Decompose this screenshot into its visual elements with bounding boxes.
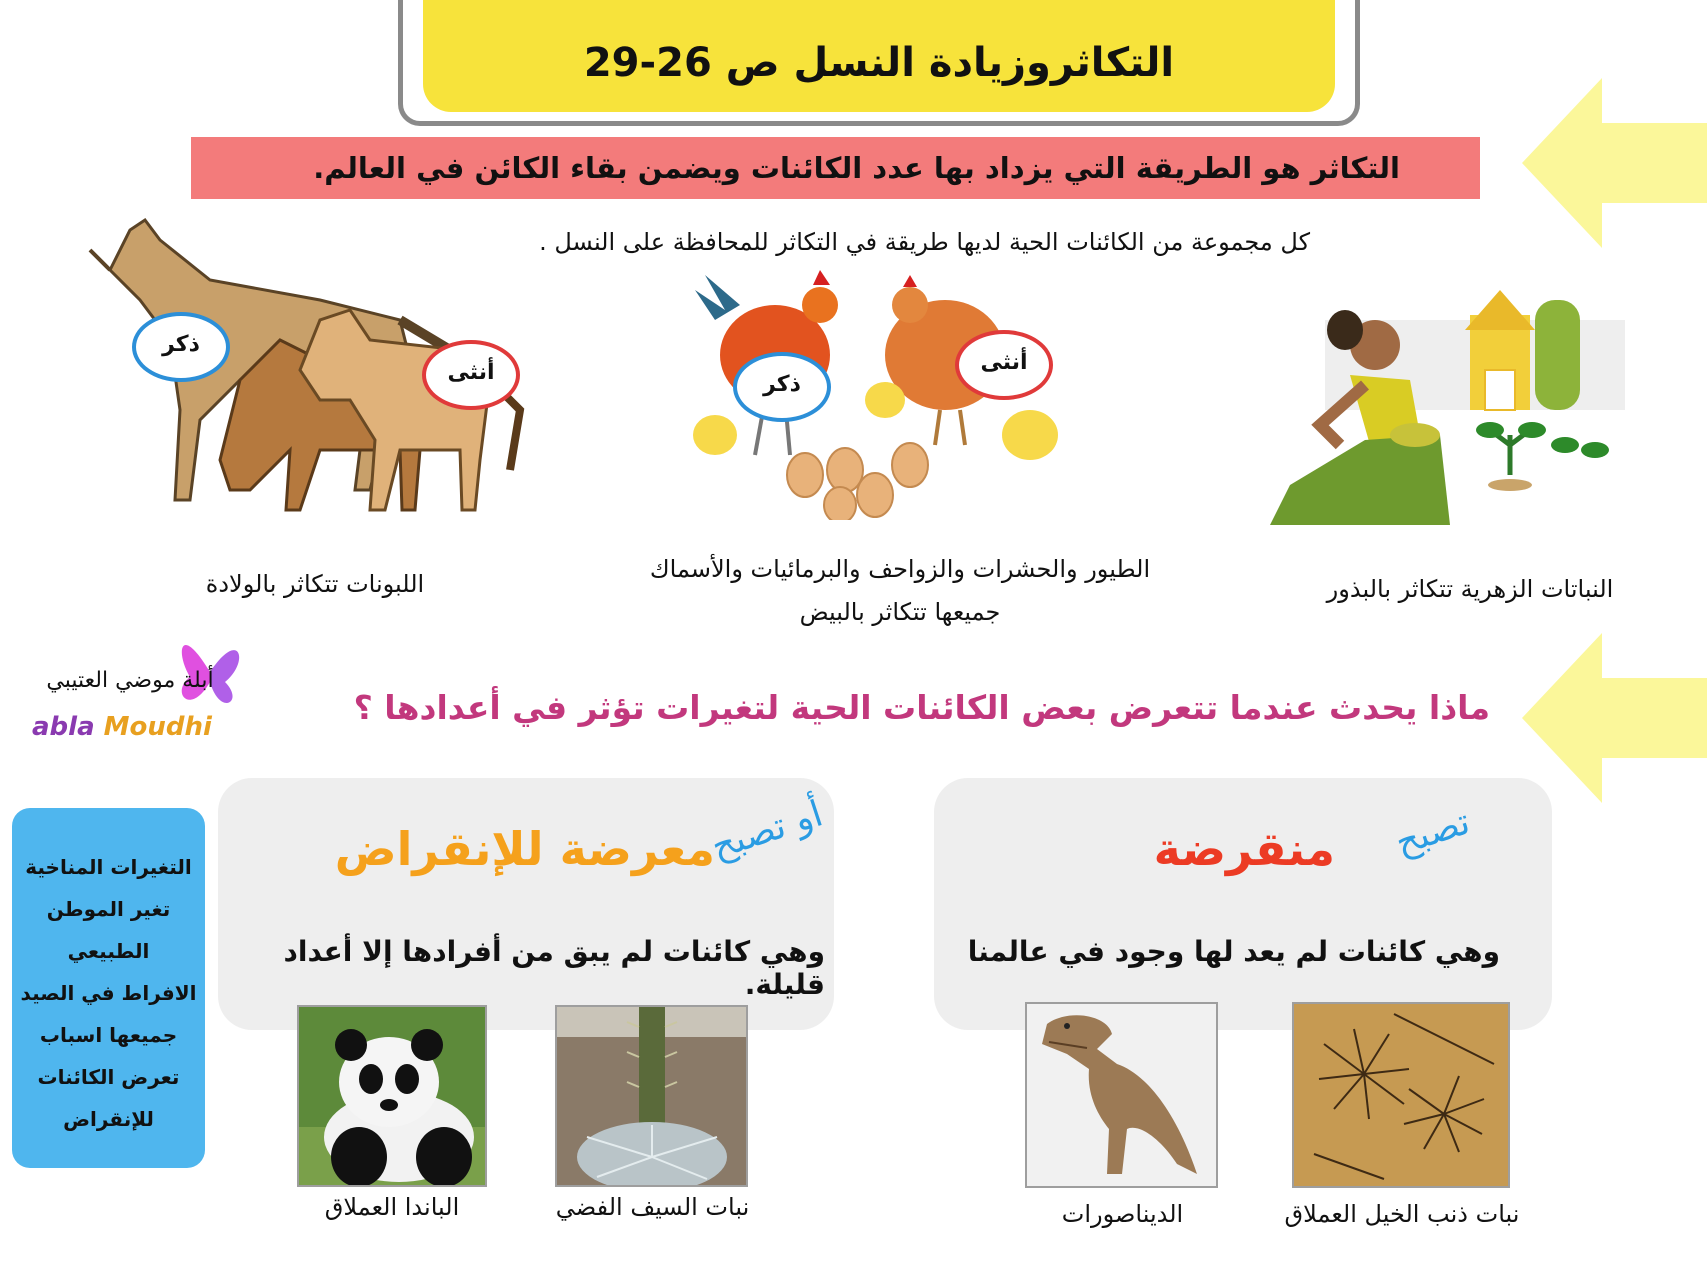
panda-photo — [297, 1005, 487, 1187]
plants-caption: النباتات الزهرية تتكاثر بالبذور — [1326, 575, 1614, 603]
extinct-desc: وهي كائنات لم يعد لها وجود في عالمنا — [967, 935, 1500, 968]
definition-banner: التكاثر هو الطريقة التي يزداد بها عدد الكائنات ويضمن بقاء الكائن في العالم. — [191, 137, 1480, 199]
cause-line: الافراط في الصيد — [20, 981, 197, 1005]
male-label: ذكر — [132, 312, 230, 382]
birds-caption-line1: الطيور والحشرات والزواحف والبرمائيات والأسماك — [649, 555, 1151, 583]
logo-latin-a: abla — [32, 712, 104, 742]
cause-line: التغيرات المناخية — [25, 855, 192, 879]
arrow-left-icon — [1522, 633, 1707, 803]
female-label: أنثى — [955, 330, 1053, 400]
endangered-example-1: نبات السيف الفضي — [555, 1193, 750, 1221]
planting-illustration — [1270, 285, 1630, 540]
page-title: التكاثروزيادة النسل ص 26-29 — [583, 40, 1175, 86]
cause-line: الطبيعي — [67, 939, 150, 963]
logo-latin — [32, 712, 242, 742]
endangered-verb: أو تصبح — [706, 793, 828, 868]
causes-sidebar — [12, 808, 205, 1168]
birds-caption-line2: جميعها تتكاثر بالبيض — [799, 598, 1001, 626]
cause-line: للإنقراض — [63, 1107, 154, 1131]
extinct-verb: تصبح — [1390, 801, 1475, 864]
logo-arabic: أبلة موضي العتيبي — [46, 668, 214, 693]
cause-line: تعرض الكائنات — [37, 1065, 180, 1089]
female-label: أنثى — [422, 340, 520, 410]
dinosaur-photo — [1025, 1002, 1218, 1188]
extinct-word: منقرضة — [1153, 822, 1335, 876]
cause-line: جميعها اسباب — [39, 1023, 178, 1047]
horsetail-fossil-photo — [1292, 1002, 1510, 1188]
cause-line: تغير الموطن — [46, 897, 171, 921]
extinct-example-2: الديناصورات — [1061, 1200, 1184, 1228]
question-text: ماذا يحدث عندما تتعرض بعض الكائنات الحية لتغيرات تؤثر في أعدادها ؟ — [353, 688, 1490, 727]
mammals-caption: اللبونات تتكاثر بالولادة — [205, 570, 425, 598]
logo-latin-b: Moudhi — [103, 712, 212, 742]
extinct-example-1: نبات ذنب الخيل العملاق — [1284, 1200, 1520, 1228]
silversword-photo — [555, 1005, 748, 1187]
intro-text: كل مجموعة من الكائنات الحية لديها طريقة في التكاثر للمحافظة على النسل . — [539, 228, 1310, 256]
endangered-desc: وهي كائنات لم يبق من أفرادها إلا أعداد قليلة. — [283, 935, 825, 1001]
endangered-word: معرضة للإنقراض — [334, 822, 715, 876]
endangered-example-2: الباندا العملاق — [324, 1193, 460, 1221]
male-label: ذكر — [733, 352, 831, 422]
arrow-left-icon — [1522, 78, 1707, 248]
